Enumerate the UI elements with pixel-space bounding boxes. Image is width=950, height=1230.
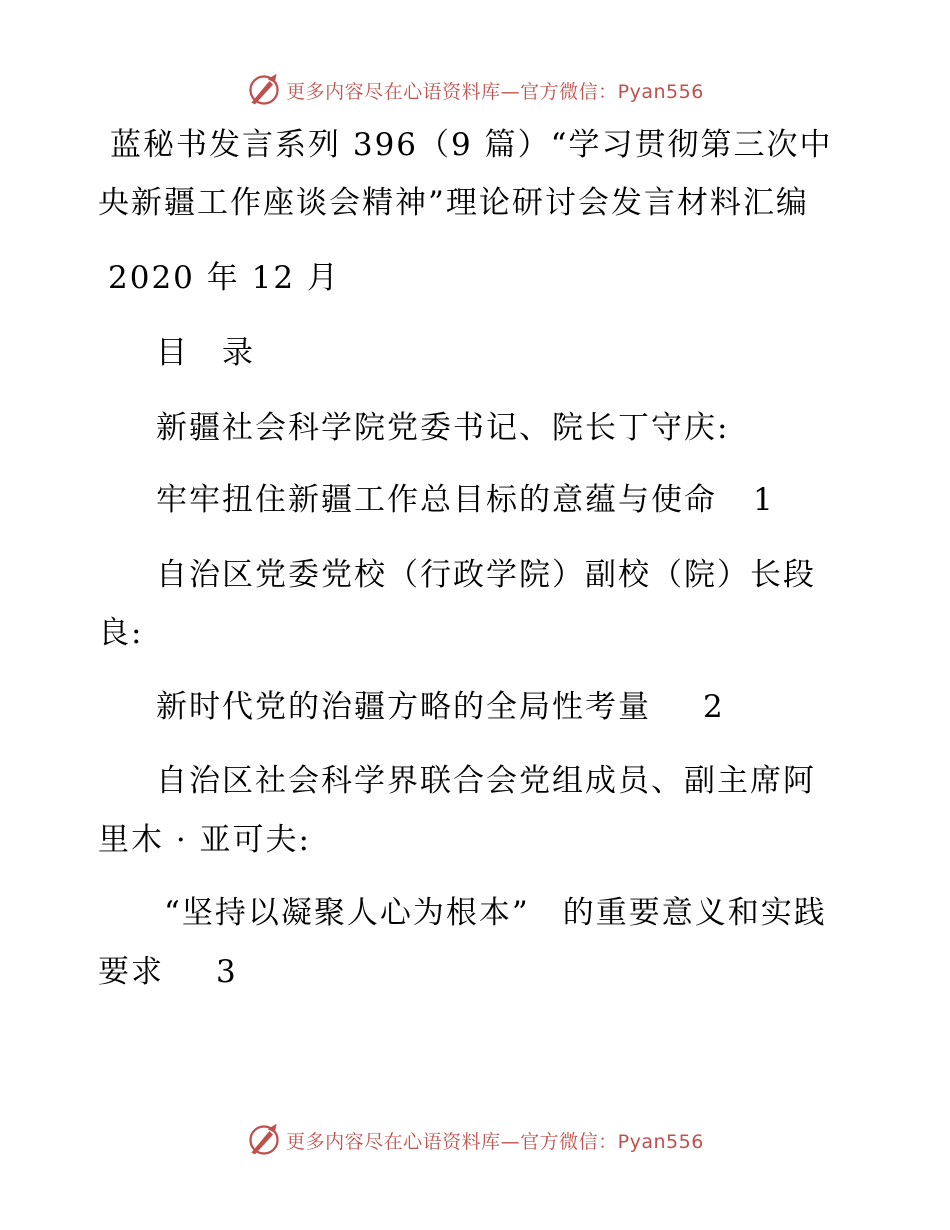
toc-entry-title-line-2: 要求 3 (98, 954, 238, 990)
toc-entry-speaker-line-2: 里木 · 亚可夫: (98, 822, 312, 858)
toc-entry-title: 牢牢扭住新疆工作总目标的意蕴与使命 1 (156, 482, 775, 518)
toc-entry-speaker-line-2: 良: (98, 615, 144, 651)
toc-entry-title-line-1: “坚持以凝聚人心为根本” 的重要意义和实践 (164, 895, 827, 931)
toc-heading: 目 录 (156, 335, 255, 371)
toc-entry-speaker-line-1: 自治区党委党校（行政学院）副校（院）长段 (156, 557, 816, 593)
document-date: 2020 年 12 月 (108, 260, 340, 296)
document-title-line-2: 央新疆工作座谈会精神”理论研讨会发言材料汇编 (98, 185, 809, 221)
watermark-text: 更多内容尽在心语资料库—官方微信：Pyan556 (286, 80, 704, 103)
toc-entry-page: 2 (703, 689, 725, 725)
toc-entry-page: 3 (216, 954, 238, 990)
quill-logo-icon (246, 1122, 282, 1158)
watermark-text: 更多内容尽在心语资料库—官方微信：Pyan556 (286, 1130, 704, 1153)
watermark-header (0, 70, 950, 110)
toc-entry-speaker-line-1: 自治区社会科学界联合会党组成员、副主席阿 (156, 763, 816, 799)
document-title-line-1: 蓝秘书发言系列 396（9 篇）“学习贯彻第三次中 (110, 127, 833, 163)
quill-logo-icon (246, 72, 282, 108)
toc-entry-page: 1 (753, 482, 775, 518)
watermark-footer (0, 1120, 950, 1160)
toc-entry-title: 新时代党的治疆方略的全局性考量 2 (156, 689, 725, 725)
toc-entry-speaker: 新疆社会科学院党委书记、院长丁守庆: (156, 410, 730, 446)
